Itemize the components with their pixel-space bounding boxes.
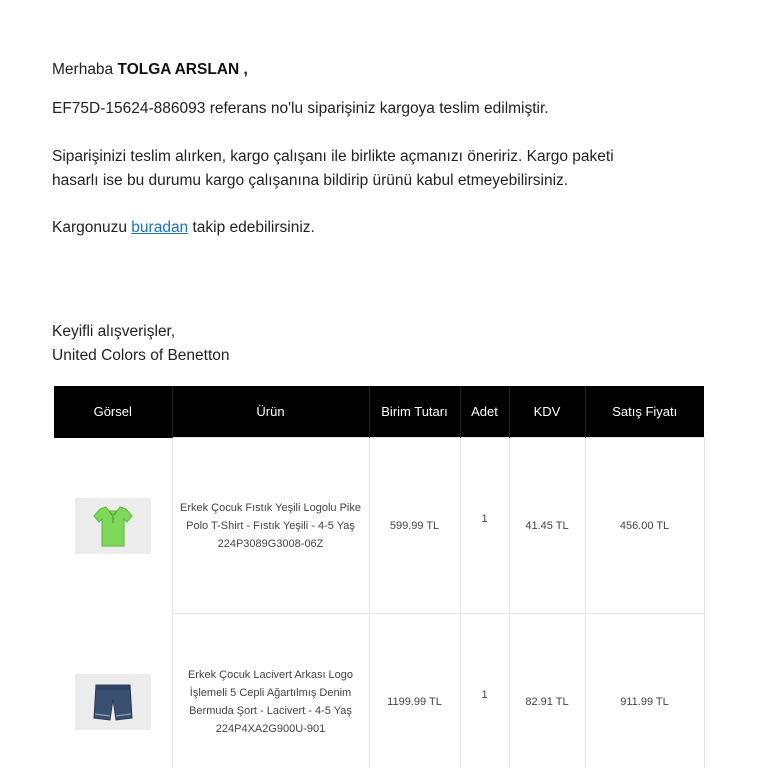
product-image-cell bbox=[54, 614, 172, 768]
header-quantity: Adet bbox=[460, 386, 509, 438]
header-product: Ürün bbox=[172, 386, 369, 438]
track-prefix: Kargonuzu bbox=[52, 219, 127, 236]
product-sku: 224P3089G3008-06Z bbox=[217, 537, 324, 550]
tax: 41.45 TL bbox=[509, 438, 585, 614]
advice-line-2: hasarlı ise bu durumu kargo çalışanına bildirip ürünü kabul etmeyebilirsiniz. bbox=[52, 172, 569, 189]
order-table bbox=[54, 386, 705, 768]
advice-paragraph bbox=[52, 145, 692, 193]
customer-name: TOLGA ARSLAN , bbox=[117, 61, 248, 78]
product-description bbox=[172, 438, 369, 614]
unit-price: 1199.99 TL bbox=[369, 614, 460, 768]
unit-price: 599.99 TL bbox=[369, 438, 460, 614]
table-row bbox=[54, 438, 704, 614]
product-name: Erkek Çocuk Lacivert Arkası Logo İşlemeli 5 Cepli Ağartılmış Denim Bermuda Şort - Lacivert - 4-5 Yaş bbox=[187, 668, 354, 717]
header-sale-price: Satış Fiyatı bbox=[585, 386, 704, 438]
product-sku: 224P4XA2G900U-901 bbox=[215, 722, 326, 735]
quantity: 1 bbox=[460, 614, 509, 768]
quantity: 1 bbox=[460, 438, 509, 614]
product-name: Erkek Çocuk Fıstık Yeşili Logolu Pike Polo T-Shirt - Fıstık Yeşili - 4-5 Yaş bbox=[180, 501, 361, 532]
product-image[interactable] bbox=[75, 498, 151, 554]
advice-line-1: Siparişinizi teslim alırken, kargo çalışanı ile birlikte açmanızı öneririz. Kargo paketi bbox=[52, 148, 614, 165]
closing-line: Keyifli alışverişler, bbox=[52, 323, 176, 340]
tracking-line bbox=[52, 216, 315, 240]
header-image: Görsel bbox=[54, 386, 172, 438]
reference-line: EF75D-15624-886093 referans no'lu siparişiniz kargoya teslim edilmiştir. bbox=[52, 100, 549, 117]
header-tax: KDV bbox=[509, 386, 585, 438]
table-row bbox=[54, 614, 704, 768]
tracking-link[interactable]: buradan bbox=[131, 219, 189, 236]
greeting-prefix: Merhaba bbox=[52, 61, 114, 78]
sale-price: 456.00 TL bbox=[585, 438, 704, 614]
product-description bbox=[172, 614, 369, 768]
header-unit-price: Birim Tutarı bbox=[369, 386, 460, 438]
denim-shorts-icon bbox=[91, 682, 135, 722]
greeting bbox=[52, 58, 248, 82]
brand-signature: United Colors of Benetton bbox=[52, 347, 230, 364]
tax: 82.91 TL bbox=[509, 614, 585, 768]
order-table-header bbox=[54, 386, 704, 438]
sale-price: 911.99 TL bbox=[585, 614, 704, 768]
product-image-cell bbox=[54, 438, 172, 614]
track-suffix: takip edebilirsiniz. bbox=[192, 219, 315, 236]
product-image[interactable] bbox=[75, 674, 151, 730]
green-polo-shirt-icon bbox=[93, 504, 133, 548]
